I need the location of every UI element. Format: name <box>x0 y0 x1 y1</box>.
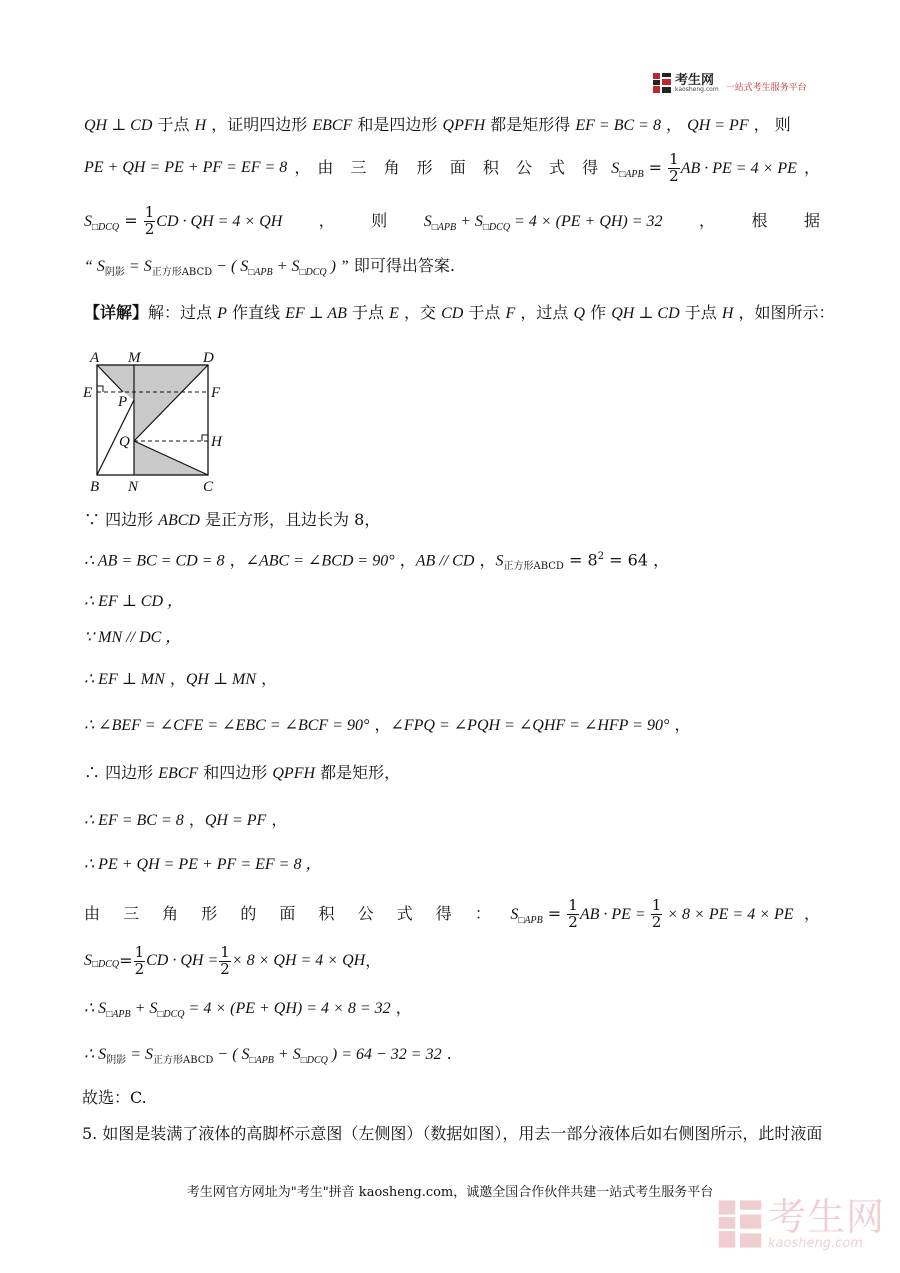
step-1: ∵ 四边形 ABCD 是正方形，且边长为 8， <box>84 510 381 529</box>
brand-name: 考生网 <box>675 72 715 88</box>
step-7: ∴ 四边形 EBCF 和四边形 QPFH 都是矩形， <box>84 763 401 782</box>
label-h: H <box>211 434 222 450</box>
step-13: ∴ $S_{阴影} = S_{正方形ABCD}$ − ( $S_{□APB} + S_{□DCQ}$ ) = 64 − 32 = 32 . <box>84 1044 452 1066</box>
label-e: E <box>83 385 93 401</box>
step-11: S □DCQ = $\frac{1}{2}$ CD · QH = $\frac{1}{2}$ × 8 × QH = 4 × QH ， <box>84 943 382 978</box>
analysis-line-2: PE + QH = PE + PF = EF = 8 ， 由 三 角 形 面 积 公 式 得 $S_{□APB}$ = $\frac{1}{2}$ AB · PE = 4 × PE ， <box>84 150 820 185</box>
step-10: 由 三 角 形 的 面 积 公 式 得 ： $S_{□APB}$ = $\frac{1}{2}$ AB · PE = $\frac{1}{2}$ × 8 × PE = 4 × PE ， <box>84 896 820 931</box>
label-q: Q <box>119 434 130 450</box>
step-9: ∴ PE + QH = PE + PF = EF = 8 ， <box>84 856 322 873</box>
fraction-half: $\frac{1}{2}$ <box>220 943 230 978</box>
brand-slogan: 一站式考生服务平台 <box>725 82 807 93</box>
label-c: C <box>203 479 214 495</box>
analysis-line-3: $S_{□DCQ}$ = $\frac{1}{2}$ CD · QH = 4 × QH ， 则 $S_{□APB} + S_{□DCQ} = 4 \times (PE + QH) = 32$ ， 根 据 <box>84 203 820 238</box>
step-2: ∴ AB = BC = CD = 8 ，∠ABC = ∠BCD = 90° ，AB // CD ，$S_{正方形ABCD} = 8^2 = 64$ ， <box>84 550 670 573</box>
question-5: 5. 如图是装满了液体的高脚杯示意图（左侧图）（数据如图），用去一部分液体后如右侧图所示，此时液面 <box>82 1124 823 1143</box>
step-6: ∴ ∠BEF = ∠CFE = ∠EBC = ∠BCF = 90° ，∠FPQ = ∠PQH = ∠QHF = ∠HFP = 90° ， <box>84 715 691 734</box>
watermark-url: kaosheng.com <box>768 1236 863 1251</box>
kaosheng-watermark-icon <box>716 1198 764 1250</box>
page-footer: 考生网官方网址为"考生"拼音 kaosheng.com，诚邀全国合作伙伴共建一站式考生服务平台 <box>186 1185 714 1200</box>
label-p: P <box>118 394 128 410</box>
square-geometry-figure <box>78 340 238 500</box>
solution-label: 【详解】 <box>84 303 149 322</box>
right-angle-mark-e <box>97 386 103 392</box>
fraction-half: $\frac{1}{2}$ <box>651 896 662 931</box>
step-4: ∵ MN // DC ， <box>84 629 182 646</box>
analysis-line-4: “ $S_{阴影} = S_{正方形ABCD}$ − ( $S_{□APB} + S_{□DCQ}$ ) ” 即可得出答案. <box>84 256 456 278</box>
step-12: ∴ $S_{□APB} + S_{□DCQ} = 4 \times (PE + QH) = 4 \times 8 = 32$ ， <box>84 998 412 1020</box>
label-a: A <box>90 350 100 366</box>
step-8: ∴ EF = BC = 8 ，QH = PF ， <box>84 810 288 829</box>
fraction-half: $\frac{1}{2}$ <box>669 150 679 185</box>
right-angle-mark-h <box>202 435 208 441</box>
answer-line: 故选：C. <box>82 1088 147 1107</box>
label-n: N <box>128 479 139 495</box>
kaosheng-logo-icon <box>652 72 672 94</box>
label-d: D <box>203 350 214 366</box>
solution-intro: 【详解】解：过点 P 作直线 EF ⊥ AB 于点 E ，交 CD 于点 F ，过点 Q 作 QH ⊥ CD 于点 H ，如图所示： <box>84 303 835 322</box>
fraction-half: $\frac{1}{2}$ <box>134 943 145 978</box>
label-f: F <box>211 385 221 401</box>
header-logo <box>652 72 807 94</box>
step-5: ∴ EF ⊥ MN ，QH ⊥ MN ， <box>84 669 278 688</box>
watermark-text: 考生网 <box>768 1195 886 1239</box>
step-3: ∴ EF ⊥ CD ， <box>84 593 184 610</box>
fraction-half: $\frac{1}{2}$ <box>568 896 578 931</box>
label-m: M <box>128 350 141 366</box>
label-b: B <box>90 479 100 495</box>
brand-url: kaosheng.com <box>675 85 719 93</box>
watermark <box>716 1195 886 1251</box>
analysis-line-1: QH ⊥ CD 于点 H ，证明四边形 EBCF 和是四边形 QPFH 都是矩形得 EF = BC = 8 ， QH = PF ， 则 <box>84 115 791 134</box>
fraction-half: $\frac{1}{2}$ <box>144 203 155 238</box>
